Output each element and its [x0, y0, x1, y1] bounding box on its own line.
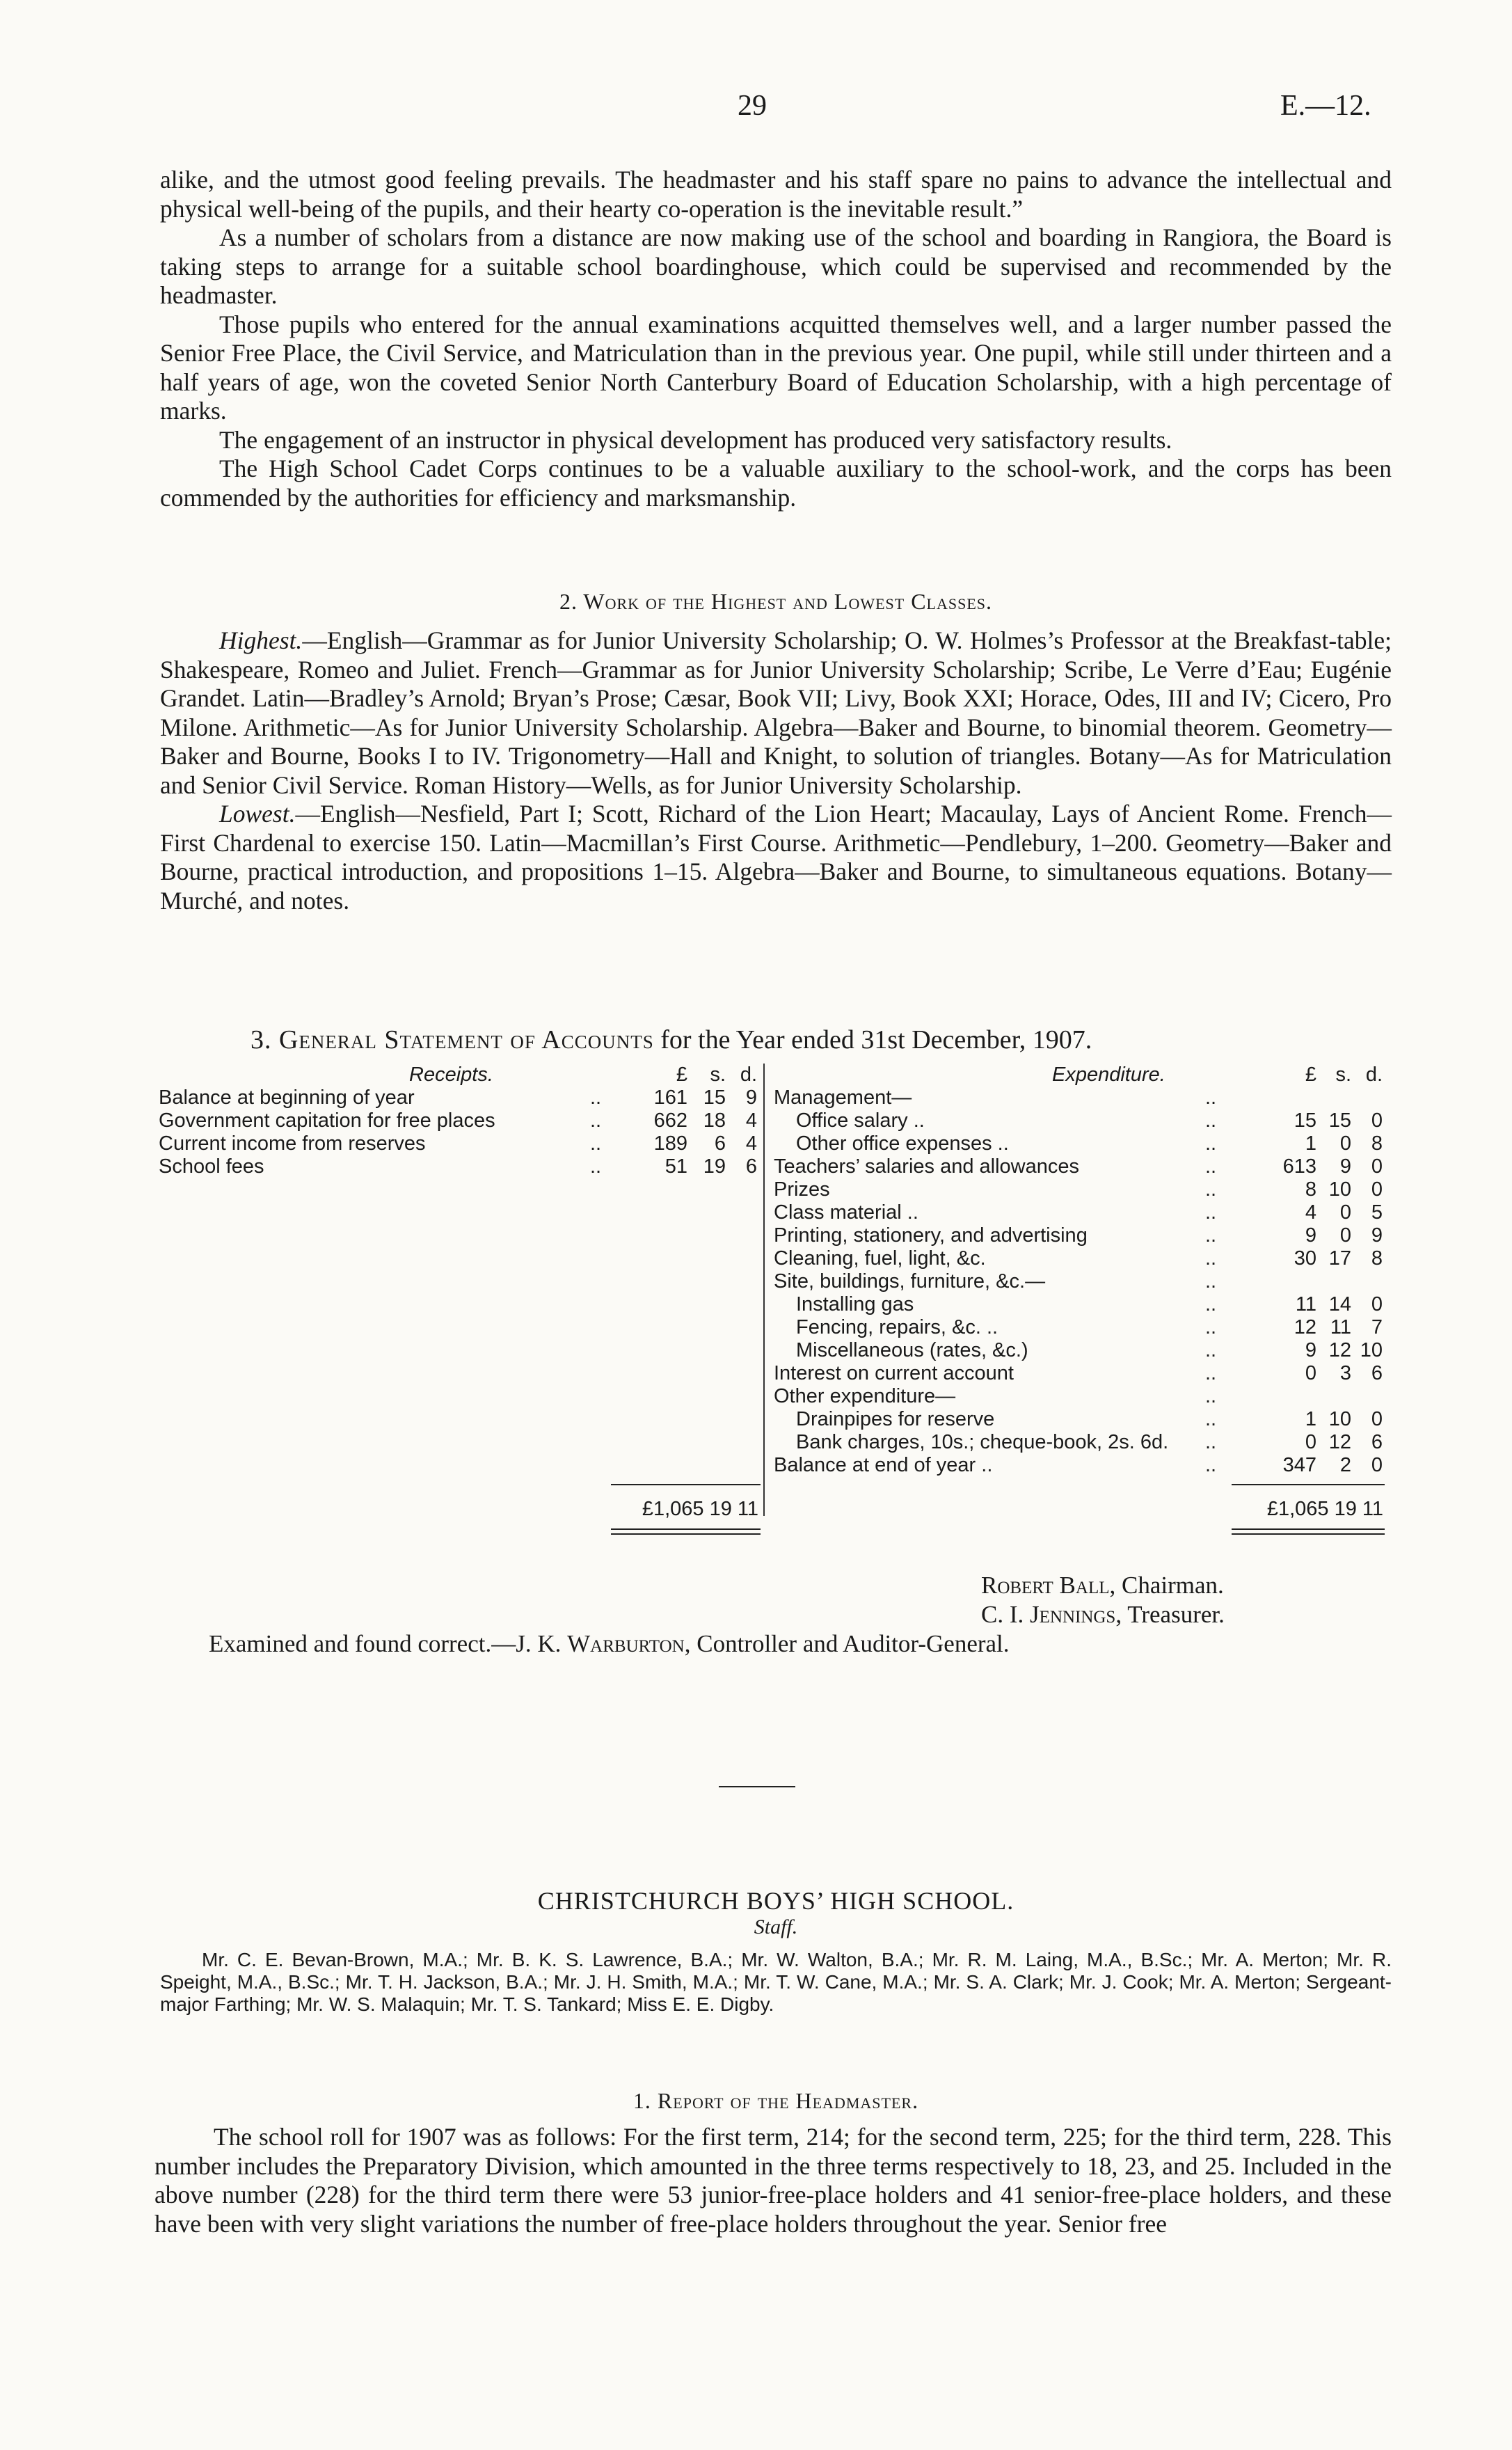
- highest-classes-paragraph: [160, 626, 1392, 800]
- expenditure-leader-dots: ..: [1205, 1155, 1217, 1178]
- section-3-heading: [250, 1025, 1092, 1055]
- expenditure-row: [774, 1431, 1393, 1454]
- receipt-amount-pence: 4: [745, 1132, 757, 1155]
- report-heading: 1. Report of the Headmaster.: [632, 2088, 919, 2113]
- receipts-rows: [159, 1086, 764, 1178]
- receipt-label: Current income from reserves: [159, 1132, 426, 1155]
- expenditure-label: Bank charges, 10s.; cheque-book, 2s. 6d.: [796, 1431, 1169, 1453]
- expenditure-amount-pounds: 1: [1305, 1132, 1316, 1155]
- expenditure-amount-pence: 5: [1371, 1201, 1383, 1224]
- expenditure-leader-dots: ..: [1205, 1454, 1217, 1476]
- expenditure-amount-shillings: 10: [1328, 1408, 1351, 1430]
- expenditure-label: Interest on current account: [774, 1362, 1014, 1384]
- expenditure-amount-pounds: 8: [1305, 1178, 1316, 1201]
- receipts-total-rule-bottom: [611, 1528, 761, 1530]
- expenditure-amount-pounds: 347: [1282, 1454, 1316, 1476]
- page-number: 29: [738, 90, 767, 122]
- expenditure-row: [774, 1086, 1393, 1109]
- treasurer-name: C. I. Jennings: [981, 1601, 1116, 1628]
- expenditure-label: Office salary ..: [796, 1109, 925, 1132]
- receipt-row: [159, 1155, 764, 1178]
- expenditure-amount-pounds: 15: [1294, 1109, 1316, 1132]
- chairman-name: Robert Ball: [981, 1572, 1110, 1599]
- shillings-column-header: s.: [710, 1064, 726, 1086]
- highest-text: —English—Grammar as for Junior University Scholarship; O. W. Holmes’s Professor at the Breakfast-table; Shakespeare, Romeo and Juliet. French—Grammar as for Junior University Scholarship; Scribe, Le Verre d’Eau; Eugénie Grandet. Latin—Bradley’s Arnold; Bryan’s Prose; Cæsar, Book VII; Livy, Book XXI; Horace, Odes, III and IV; Cicero, Pro Milone. Arithmetic—As for Junior University Scholarship. Algebra—Baker and Bourne, to binomial theorem. Geometry—Baker and Bourne, Books I to IV. Trigonometry—Hall and Knight, to solution of triangles. Botany—As for Matriculation and Senior Civil Service. Roman History—Wells, as for Junior University Scholarship.: [160, 626, 1392, 799]
- auditor-suffix: , Controller and Auditor-General.: [684, 1630, 1010, 1657]
- expenditure-amount-pence: 0: [1371, 1408, 1383, 1430]
- receipts-table: [159, 1064, 764, 1178]
- expenditure-total-rule-bottom-2: [1232, 1533, 1385, 1535]
- expenditure-amount-pounds: 12: [1294, 1316, 1316, 1338]
- expenditure-label: Printing, stationery, and advertising: [774, 1224, 1088, 1247]
- expenditure-amount-pence: 6: [1371, 1431, 1383, 1453]
- expenditure-leader-dots: ..: [1205, 1086, 1217, 1109]
- receipts-total-rule-top: [611, 1484, 761, 1485]
- expenditure-leader-dots: ..: [1205, 1224, 1217, 1247]
- expenditure-label: Balance at end of year ..: [774, 1454, 993, 1476]
- expenditure-leader-dots: ..: [1205, 1431, 1217, 1453]
- receipt-amount-shillings: 18: [703, 1109, 726, 1132]
- expenditure-row: [774, 1408, 1393, 1431]
- chairman-signature: [981, 1572, 1224, 1599]
- expenditure-leader-dots: ..: [1205, 1385, 1217, 1407]
- expenditure-leader-dots: ..: [1205, 1132, 1217, 1155]
- expenditure-amount-pence: 6: [1371, 1362, 1383, 1384]
- chairman-title: , Chairman.: [1109, 1572, 1224, 1599]
- section-3-heading-caps: 3. General Statement of Accounts: [250, 1025, 654, 1054]
- report-paragraph: The school roll for 1907 was as follows: For the first term, 214; for the second term, 225; for the third term, 228. This number includes the Preparatory Division, which amounted in the three terms respectively to 18, 23, and 25. Included in the above number (228) for the third term there were 53 junior-free-place holders and 41 senior-free-place holders, and these have been with very slight variations the number of free-place holders throughout the year. Senior free: [154, 2123, 1392, 2238]
- expenditure-label: Management—: [774, 1086, 912, 1109]
- intro-paragraph-5: The High School Cadet Corps continues to be a valuable auxiliary to the school-work, and the corps has been commended by the authorities for efficiency and marksmanship.: [160, 455, 1392, 512]
- expenditure-amount-shillings: 0: [1339, 1132, 1351, 1155]
- expenditure-leader-dots: ..: [1205, 1247, 1217, 1270]
- expenditure-amount-pence: 7: [1371, 1316, 1383, 1338]
- expenditure-amount-pounds: 4: [1305, 1201, 1316, 1224]
- expenditure-label: Teachers’ salaries and allowances: [774, 1155, 1079, 1178]
- auditor-prefix: Examined and found correct.—J. K.: [209, 1630, 568, 1657]
- expenditure-row: [774, 1155, 1393, 1178]
- receipt-row: [159, 1086, 764, 1109]
- expenditure-amount-shillings: 10: [1328, 1178, 1351, 1201]
- expenditure-label: Installing gas: [796, 1293, 914, 1315]
- expenditure-amount-pounds: 9: [1305, 1339, 1316, 1361]
- expenditure-amount-shillings: 3: [1339, 1362, 1351, 1384]
- expenditure-row: [774, 1454, 1393, 1477]
- receipts-header-row: [159, 1064, 764, 1086]
- expenditure-amount-pounds: 9: [1305, 1224, 1316, 1247]
- expenditure-amount-shillings: 17: [1328, 1247, 1351, 1270]
- expenditure-label: Drainpipes for reserve: [796, 1408, 995, 1430]
- shillings-column-header: s.: [1335, 1064, 1351, 1086]
- expenditure-rows: [774, 1086, 1393, 1477]
- expenditure-amount-pence: 8: [1371, 1132, 1383, 1155]
- expenditure-label: Site, buildings, furniture, &c.—: [774, 1270, 1046, 1293]
- expenditure-row: [774, 1109, 1393, 1132]
- expenditure-label: Other expenditure—: [774, 1385, 956, 1407]
- receipt-amount-pounds: 51: [665, 1155, 687, 1178]
- receipt-amount-pounds: 161: [653, 1086, 687, 1109]
- expenditure-heading: Expenditure.: [1052, 1064, 1165, 1086]
- receipt-leader-dots: ..: [590, 1086, 602, 1109]
- expenditure-table: [774, 1064, 1393, 1477]
- receipt-row: [159, 1132, 764, 1155]
- expenditure-label: Prizes: [774, 1178, 830, 1201]
- lowest-text: —English—Nesfield, Part I; Scott, Richard of the Lion Heart; Macaulay, Lays of Ancient Rome. French—First Chardenal to exercise 150. Latin—Macmillan’s First Course. Arithmetic—Pendlebury, 1–200. Geometry—Baker and Bourne, practical introduction, and propositions 1–15. Algebra—Baker and Bourne, to simultaneous equations. Botany—Murché, and notes.: [160, 800, 1392, 915]
- expenditure-total-rule-top: [1232, 1484, 1385, 1485]
- receipt-row: [159, 1109, 764, 1132]
- expenditure-amount-shillings: 9: [1339, 1155, 1351, 1178]
- expenditure-amount-pence: 10: [1360, 1339, 1383, 1361]
- expenditure-amount-pounds: 613: [1282, 1155, 1316, 1178]
- receipt-label: Government capitation for free places: [159, 1109, 495, 1132]
- receipt-label: School fees: [159, 1155, 264, 1178]
- receipts-total: £1,065 19 11: [642, 1498, 758, 1520]
- expenditure-leader-dots: ..: [1205, 1109, 1217, 1132]
- expenditure-amount-shillings: 11: [1330, 1316, 1351, 1338]
- expenditure-row: [774, 1385, 1393, 1408]
- intro-paragraph-3: Those pupils who entered for the annual examinations acquitted themselves well, and a larger number passed the Senior Free Place, the Civil Service, and Matriculation than in the previous year. One pupil, while still under thirteen and a half years of age, won the coveted Senior North Canterbury Board of Education Scholarship, with a high percentage of marks.: [160, 310, 1392, 425]
- expenditure-amount-pounds: 1: [1305, 1408, 1316, 1430]
- section-separator: [719, 1786, 795, 1787]
- accounts-column-divider: [763, 1064, 765, 1516]
- expenditure-amount-pence: 0: [1371, 1454, 1383, 1476]
- pounds-column-header: £: [676, 1064, 687, 1086]
- auditor-name: Warburton: [567, 1630, 685, 1657]
- expenditure-row: [774, 1247, 1393, 1270]
- pence-column-header: d.: [1365, 1064, 1383, 1086]
- receipt-leader-dots: ..: [590, 1155, 602, 1178]
- receipt-amount-pounds: 189: [653, 1132, 687, 1155]
- expenditure-total: £1,065 19 11: [1266, 1498, 1383, 1520]
- expenditure-leader-dots: ..: [1205, 1316, 1217, 1338]
- receipt-leader-dots: ..: [590, 1132, 602, 1155]
- lowest-classes-paragraph: [160, 800, 1392, 915]
- receipt-amount-shillings: 15: [703, 1086, 726, 1109]
- expenditure-amount-pounds: 0: [1305, 1362, 1316, 1384]
- highest-label: Highest.: [219, 626, 303, 654]
- intro-paragraph-4: The engagement of an instructor in physical development has produced very satisfactory results.: [219, 425, 1172, 454]
- expenditure-amount-shillings: 0: [1339, 1224, 1351, 1247]
- intro-paragraph-1: alike, and the utmost good feeling prevails. The headmaster and his staff spare no pains to advance the intellectual and physical well-being of the pupils, and their hearty co-operation is the inevitable result.”: [160, 166, 1392, 223]
- expenditure-row: [774, 1270, 1393, 1293]
- pounds-column-header: £: [1305, 1064, 1316, 1086]
- receipts-heading: Receipts.: [409, 1064, 493, 1086]
- expenditure-amount-pence: 8: [1371, 1247, 1383, 1270]
- expenditure-row: [774, 1224, 1393, 1247]
- receipt-amount-shillings: 19: [703, 1155, 726, 1178]
- section-3-heading-rest: for the Year ended 31st December, 1907.: [653, 1025, 1092, 1054]
- expenditure-row: [774, 1316, 1393, 1339]
- expenditure-row: [774, 1339, 1393, 1362]
- expenditure-row: [774, 1293, 1393, 1316]
- receipt-amount-pence: 6: [745, 1155, 757, 1178]
- expenditure-amount-pence: 0: [1371, 1155, 1383, 1178]
- expenditure-amount-shillings: 2: [1339, 1454, 1351, 1476]
- intro-text: [160, 166, 1392, 512]
- expenditure-amount-shillings: 14: [1328, 1293, 1351, 1315]
- expenditure-amount-shillings: 0: [1339, 1201, 1351, 1224]
- auditor-line: [209, 1630, 1010, 1658]
- expenditure-amount-shillings: 15: [1328, 1109, 1351, 1132]
- expenditure-amount-pounds: 0: [1305, 1431, 1316, 1453]
- receipt-leader-dots: ..: [590, 1109, 602, 1132]
- expenditure-amount-shillings: 12: [1328, 1339, 1351, 1361]
- document-reference: E.—12.: [1280, 90, 1371, 122]
- expenditure-row: [774, 1178, 1393, 1201]
- expenditure-label: Other office expenses ..: [796, 1132, 1009, 1155]
- pence-column-header: d.: [740, 1064, 757, 1086]
- expenditure-amount-pounds: 30: [1294, 1247, 1316, 1270]
- intro-paragraph-2: As a number of scholars from a distance are now making use of the school and boarding in Rangiora, the Board is taking steps to arrange for a suitable school boardinghouse, which could be supervised and recommended by the headmaster.: [160, 223, 1392, 309]
- expenditure-row: [774, 1362, 1393, 1385]
- receipt-label: Balance at beginning of year: [159, 1086, 415, 1109]
- expenditure-label: Fencing, repairs, &c. ..: [796, 1316, 998, 1338]
- expenditure-leader-dots: ..: [1205, 1293, 1217, 1315]
- expenditure-label: Miscellaneous (rates, &c.): [796, 1339, 1028, 1361]
- expenditure-leader-dots: ..: [1205, 1270, 1217, 1293]
- report-text: [154, 2123, 1392, 2238]
- expenditure-total-rule-bottom: [1232, 1528, 1385, 1530]
- staff-list: Mr. C. E. Bevan-Brown, M.A.; Mr. B. K. S. Lawrence, B.A.; Mr. W. Walton, B.A.; Mr. R. M. Laing, M.A., B.Sc.; Mr. A. Merton; Mr. R. Speight, M.A., B.Sc.; Mr. T. H. Jackson, B.A.; Mr. J. H. Smith, M.A.; Mr. T. W. Cane, M.A.; Mr. S. A. Clark; Mr. J. Cook; Mr. A. Merton; Sergeant-major Farthing; Mr. W. S. Malaquin; Mr. T. S. Tankard; Miss E. E. Digby.: [160, 1949, 1392, 2015]
- expenditure-amount-shillings: 12: [1328, 1431, 1351, 1453]
- receipt-amount-pounds: 662: [653, 1109, 687, 1132]
- receipt-amount-pence: 4: [745, 1109, 757, 1132]
- staff-heading: Staff.: [754, 1915, 798, 1938]
- treasurer-title: , Treasurer.: [1115, 1601, 1225, 1628]
- expenditure-leader-dots: ..: [1205, 1201, 1217, 1224]
- expenditure-leader-dots: ..: [1205, 1362, 1217, 1384]
- expenditure-amount-pounds: 11: [1295, 1293, 1316, 1315]
- expenditure-amount-pence: 0: [1371, 1293, 1383, 1315]
- lowest-label: Lowest.: [219, 800, 296, 828]
- expenditure-label: Cleaning, fuel, light, &c.: [774, 1247, 986, 1270]
- expenditure-amount-pence: 0: [1371, 1109, 1383, 1132]
- section-2-heading: 2. Work of the Highest and Lowest Classes.: [559, 589, 993, 614]
- receipt-amount-shillings: 6: [714, 1132, 726, 1155]
- expenditure-row: [774, 1201, 1393, 1224]
- expenditure-leader-dots: ..: [1205, 1408, 1217, 1430]
- expenditure-leader-dots: ..: [1205, 1178, 1217, 1201]
- expenditure-leader-dots: ..: [1205, 1339, 1217, 1361]
- expenditure-header-row: [774, 1064, 1393, 1086]
- expenditure-amount-pence: 0: [1371, 1178, 1383, 1201]
- treasurer-signature: [981, 1601, 1225, 1629]
- receipt-amount-pence: 9: [745, 1086, 757, 1109]
- expenditure-row: [774, 1132, 1393, 1155]
- receipts-total-rule-bottom-2: [611, 1533, 761, 1535]
- school-title: CHRISTCHURCH BOYS’ HIGH SCHOOL.: [537, 1887, 1014, 1915]
- section-2-text: [160, 626, 1392, 915]
- expenditure-amount-pence: 9: [1371, 1224, 1383, 1247]
- expenditure-label: Class material ..: [774, 1201, 918, 1224]
